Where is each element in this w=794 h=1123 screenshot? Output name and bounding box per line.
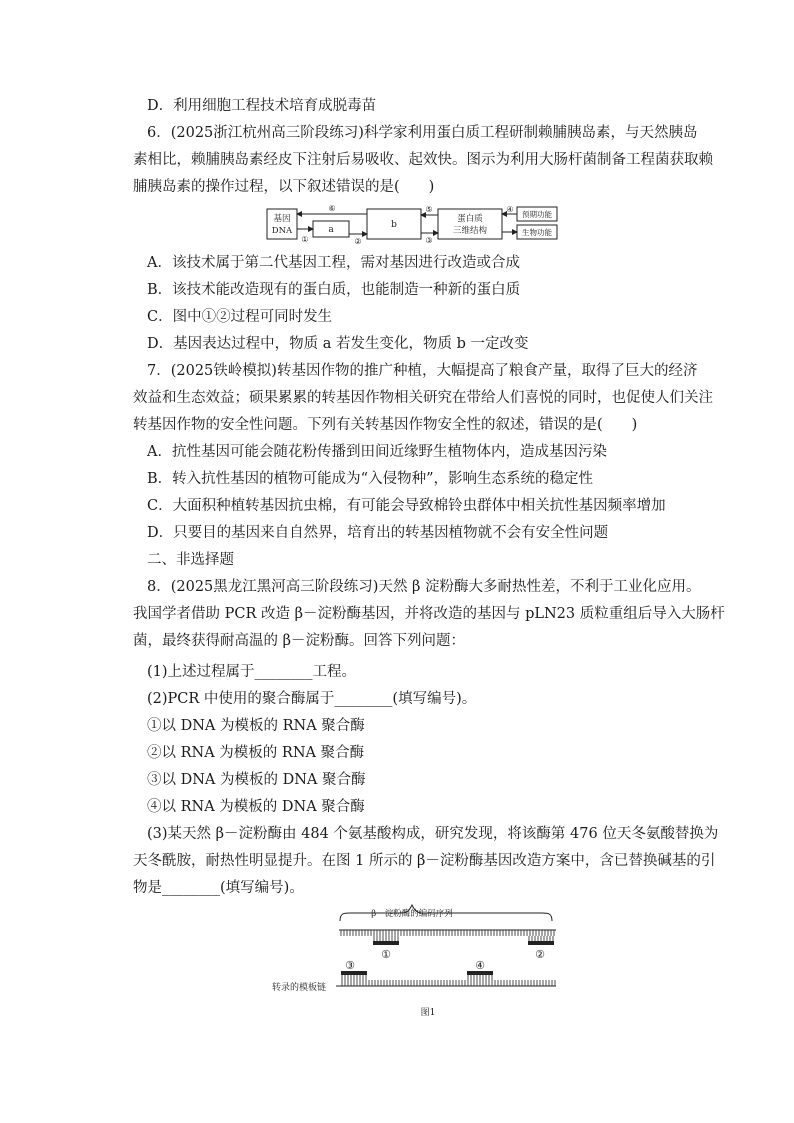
protein-label-1: 蛋白质: [457, 214, 483, 224]
gene-label-1: 基因: [273, 214, 291, 224]
q7-option-b: B．转入抗性基因的植物可能成为“入侵物种”，影响生态系统的稳定性: [147, 471, 593, 487]
q8-sub2-option-1: ①以 DNA 为模板的 RNA 聚合酶: [147, 718, 365, 734]
coding-sequence-label: β－淀粉酶的编码序列: [371, 909, 453, 919]
q6-stem-line-1: 6．(2025浙江杭州高三阶段练习)科学家利用蛋白质工程研制赖脯胰岛素，与天然胰岛: [147, 125, 698, 141]
primer-label-4: ④: [475, 959, 485, 972]
q8-sub2: (2)PCR 中使用的聚合酶属于________(填写编号)。: [147, 691, 477, 707]
q7-option-d: D．只要目的基因来自自然界，培育出的转基因植物就不会有安全性问题: [147, 525, 609, 541]
arrow-label-3: ③: [425, 236, 433, 245]
primer-label-3: ③: [345, 959, 355, 972]
q8-stem-line-2: 我国学者借助 PCR 改造 β－淀粉酶基因，并将改造的基因与 pLN23 质粒重组后导入大肠杆: [133, 606, 725, 622]
template-strand-label: 转录的模板链: [271, 983, 327, 993]
arrow-label-5: ⑤: [425, 205, 433, 214]
q8-sub3-line-2: 天冬酰胺，耐热性明显提升。在图 1 所示的 β－淀粉酶基因改造方案中，含已替换碱基的引: [133, 853, 716, 869]
q6-option-b: B．该技术能改造现有的蛋白质，也能制造一种新的蛋白质: [147, 282, 521, 298]
primer-label-2: ②: [535, 948, 545, 961]
q7-stem-line-2: 效益和生态效益；硕果累累的转基因作物相关研究在带给人们喜悦的同时，也促使人们关注: [133, 390, 713, 406]
gene-label-2: DNA: [271, 226, 293, 236]
q8-sub2-option-2: ②以 RNA 为模板的 RNA 聚合酶: [147, 745, 365, 761]
q8-sub3-line-1: (3)某天然 β－淀粉酶由 484 个氨基酸构成，研究发现，将该酶第 476 位天冬氨酸替换为: [147, 826, 719, 842]
arrow-label-4: ④: [506, 205, 514, 214]
primer-2: [528, 941, 554, 945]
arrow-label-2: ②: [354, 237, 362, 245]
q8-sub2-option-4: ④以 RNA 为模板的 DNA 聚合酶: [147, 799, 365, 815]
primer-figure: [262, 903, 562, 1021]
protein-engineering-diagram: [266, 203, 562, 245]
q7-option-a: A．抗性基因可能会随花粉传播到田间近缘野生植物体内，造成基因污染: [147, 444, 607, 460]
q8-sub1: (1)上述过程属于________工程。: [147, 664, 357, 680]
q6-option-c: C．图中①②过程可同时发生: [147, 309, 333, 325]
q7-stem-line-3: 转基因作物的安全性问题。下列有关转基因作物安全性的叙述，错误的是( ): [133, 417, 638, 433]
section-heading: 二、非选择题: [147, 552, 234, 568]
primer-1: [373, 941, 399, 945]
arrow-label-6: ⑥: [328, 204, 336, 213]
q8-sub2-option-3: ③以 DNA 为模板的 DNA 聚合酶: [147, 772, 366, 788]
q6-stem-line-3: 脯胰岛素的操作过程，以下叙述错误的是( ): [133, 179, 435, 195]
figure-caption: 图1: [420, 1008, 436, 1018]
label-b: b: [391, 220, 397, 230]
primer-label-1: ①: [381, 948, 391, 961]
bio-function-label: 生物功能: [522, 228, 552, 237]
expected-function-label: 预期功能: [522, 210, 552, 219]
q7-option-c: C．大面积种植转基因抗虫棉，有可能会导致棉铃虫群体中相关抗性基因频率增加: [147, 498, 666, 514]
q7-stem-line-1: 7．(2025铁岭模拟)转基因作物的推广种植，大幅提高了粮食产量，取得了巨大的经济: [147, 363, 698, 379]
q5-option-d: D．利用细胞工程技术培育成脱毒苗: [147, 98, 377, 114]
q6-option-a: A．该技术属于第二代基因工程，需对基因进行改造或合成: [147, 255, 520, 271]
label-a: a: [328, 225, 334, 235]
arrow-label-1: ①: [301, 235, 309, 244]
q8-stem-line-3: 菌，最终获得耐高温的 β－淀粉酶。回答下列问题：: [133, 633, 465, 649]
protein-label-2: 三维结构: [452, 226, 488, 236]
q6-stem-line-2: 素相比，赖脯胰岛素经皮下注射后易吸收、起效快。图示为利用大肠杆菌制备工程菌获取赖: [133, 152, 713, 168]
q8-sub3-line-3: 物是________(填写编号)。: [133, 880, 304, 896]
q6-option-d: D．基因表达过程中，物质 a 若发生变化，物质 b 一定改变: [147, 336, 529, 352]
q8-stem-line-1: 8．(2025黑龙江黑河高三阶段练习)天然 β 淀粉酶大多耐热性差，不利于工业化应用。: [147, 579, 701, 595]
